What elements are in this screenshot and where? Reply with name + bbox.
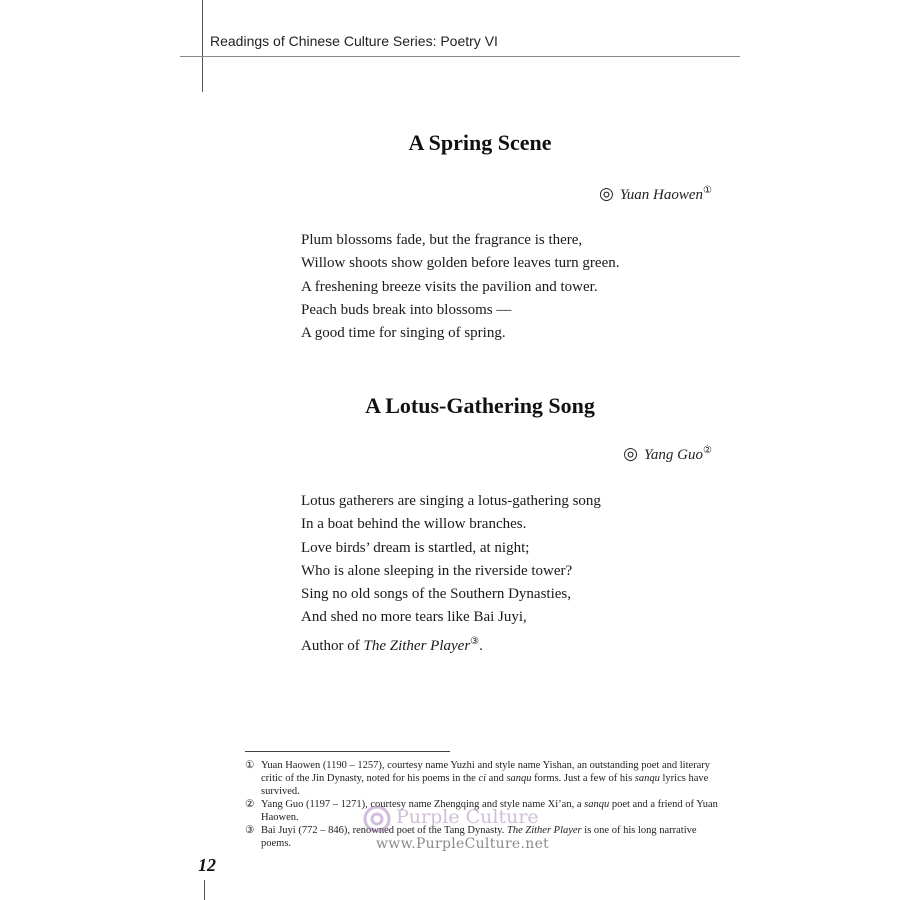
poem-line: Willow shoots show golden before leaves turn green. bbox=[301, 255, 620, 272]
author-name: Yang Guo bbox=[643, 447, 704, 463]
crop-mark-bottom bbox=[204, 880, 205, 900]
poem-line: Who is alone sleeping in the riverside tower? bbox=[301, 562, 573, 579]
footnote-ref: ③ bbox=[470, 635, 480, 647]
watermark-url: www.PurpleCulture.net bbox=[376, 836, 550, 852]
poem-line: And shed no more tears like Bai Juyi, bbox=[301, 609, 527, 626]
poem-line: A freshening breeze visits the pavilion and tower. bbox=[301, 278, 598, 295]
footnote-rule bbox=[245, 751, 450, 752]
running-head: Readings of Chinese Culture Series: Poetry VI bbox=[210, 33, 498, 49]
footnote-ref: ① bbox=[703, 185, 712, 196]
poem-body-spring-scene bbox=[301, 229, 620, 345]
footnotes bbox=[245, 759, 723, 850]
poem-line: Peach buds break into blossoms — bbox=[301, 301, 512, 318]
poem-line: Lotus gatherers are singing a lotus-gathering song bbox=[301, 493, 601, 509]
poem-line: A good time for singing of spring. bbox=[301, 325, 506, 342]
poem-line-last: Author of The Zither Player③. bbox=[301, 635, 483, 654]
poem-line: In a boat behind the willow branches. bbox=[301, 516, 527, 533]
page-number: 12 bbox=[198, 855, 216, 875]
work-title: The Zither Player bbox=[363, 637, 471, 654]
footnote-2: ② Yang Guo (1197 – 1271), courtesy name Zhengqing and style name Xi’an, a sanqu poet and a friend of Yuan Haowen. bbox=[245, 799, 718, 823]
footnote-3: ③ Bai Juyi (772 – 846), renowned poet of the Tang Dynasty. The Zither Player is one of his long narrative poems. bbox=[245, 825, 697, 849]
poem-body-lotus-gathering-song bbox=[301, 490, 601, 658]
poem-line: Plum blossoms fade, but the fragrance is there, bbox=[301, 232, 583, 248]
poem-line: Sing no old songs of the Southern Dynasties, bbox=[301, 586, 571, 603]
poem-author-yuan-haowen bbox=[599, 184, 712, 204]
footnote-1: ① Yuan Haowen (1190 – 1257), courtesy name Yuzhi and style name Yishan, an outstanding poet and literary critic of the Jin Dynasty, noted for his poems in the ci and sanqu forms. Just a few of his sanqu lyrics have survived. bbox=[245, 760, 711, 797]
header-rule bbox=[180, 56, 740, 57]
poem-title-lotus-gathering-song: A Lotus-Gathering Song bbox=[365, 393, 595, 418]
author-name: Yuan Haowen bbox=[619, 187, 704, 203]
poem-title-spring-scene: A Spring Scene bbox=[408, 130, 552, 155]
author-mark-icon: ◎ bbox=[623, 444, 638, 463]
poem-author-yang-guo bbox=[623, 444, 712, 464]
poem-line: Love birds’ dream is startled, at night; bbox=[301, 539, 530, 556]
author-mark-icon: ◎ bbox=[598, 184, 614, 203]
footnote-ref: ② bbox=[703, 445, 712, 456]
crop-mark-top bbox=[202, 0, 203, 92]
watermark-brand: Purple Culture bbox=[396, 806, 539, 828]
